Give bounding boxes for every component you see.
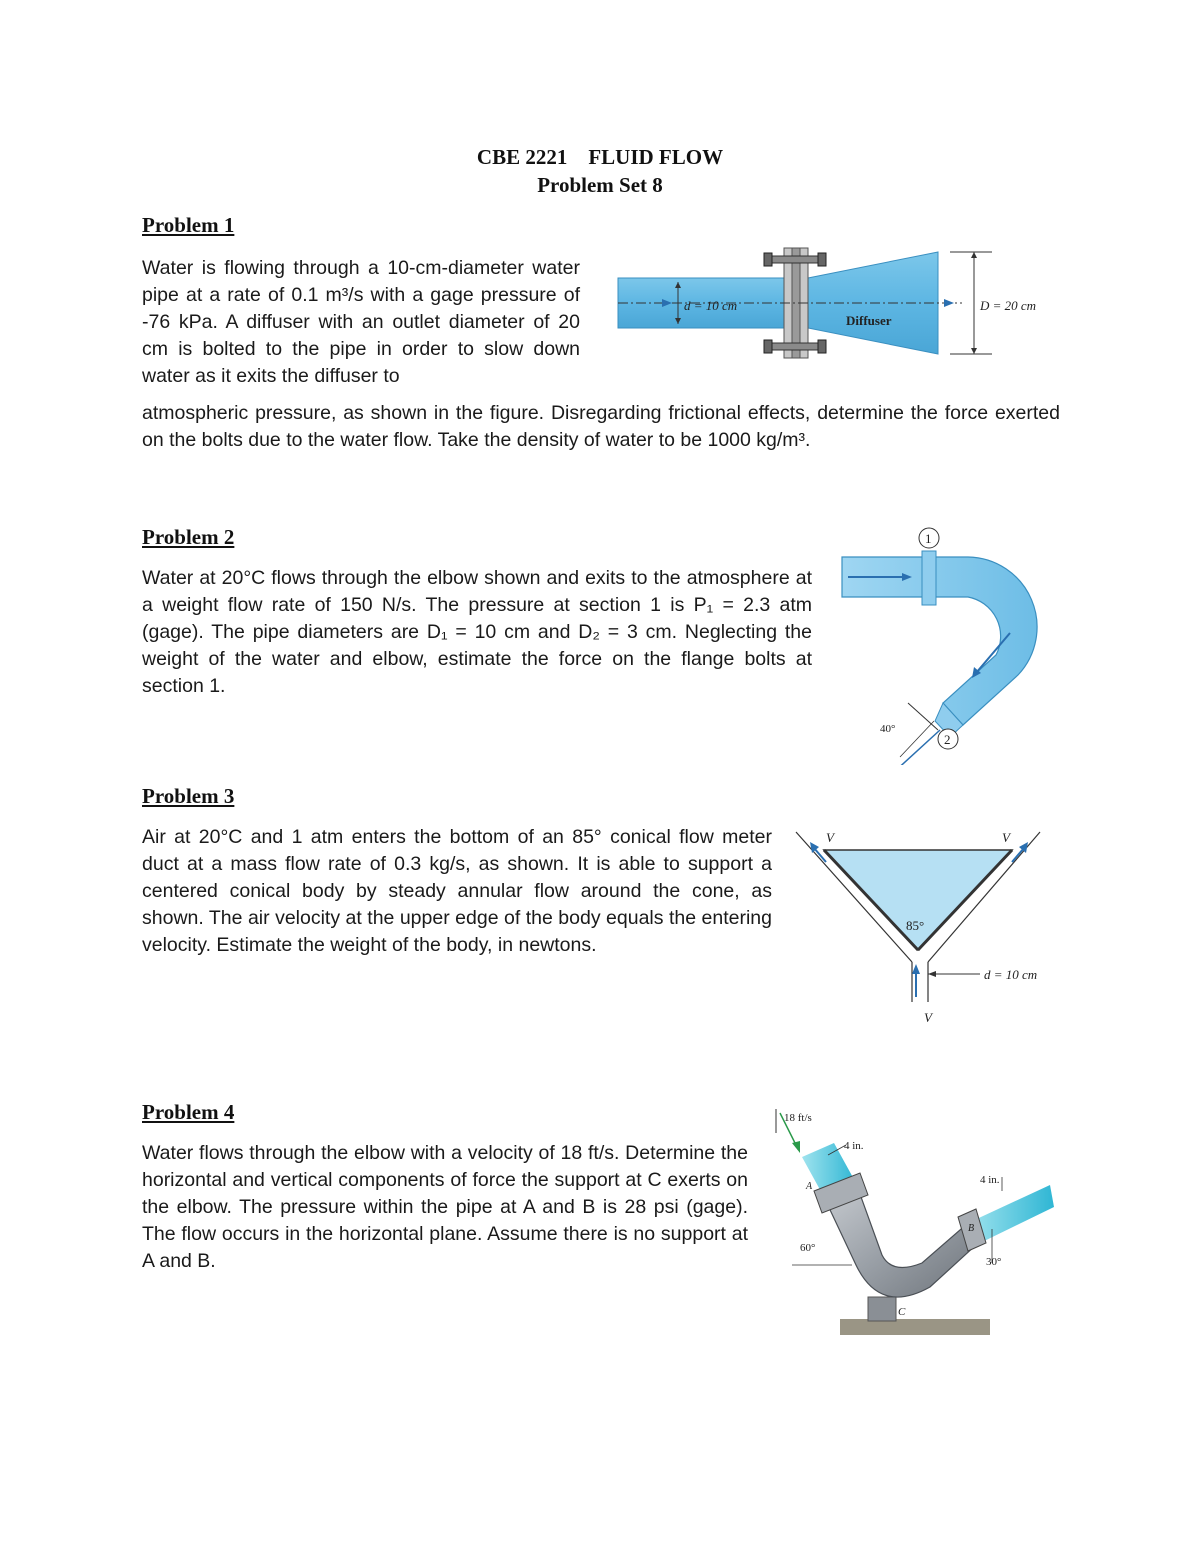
velocity-bottom-label: V <box>924 1010 932 1025</box>
problem-4-heading: Problem 4 <box>142 1100 235 1124</box>
velocity-left-label: V <box>826 830 834 845</box>
angle-40-label: 40° <box>880 723 896 735</box>
cone-angle-label: 85° <box>906 918 925 933</box>
problem-2-heading: Problem 2 <box>142 525 235 549</box>
angle-30-label: 30° <box>986 1256 1002 1268</box>
bolt-bottom <box>770 343 820 350</box>
conical-body <box>824 850 1012 950</box>
problem-4-text: Water flows through the elbow with a velocity of 18 ft/s. Determine the horizontal and vertical components of force the support at C exerts on the elbow. The pressure within the pipe at A and B is 28 psi (gage). The flow occurs in the horizontal plane. Assume there is no support at A and B. <box>142 1142 748 1272</box>
problem-1-text-top: Water is flowing through a 10-cm-diameter water pipe at a rate of 0.1 m³/s with a gage pressure of -76 kPa. A diffuser with an outlet diameter of 20 cm is bolted to the pipe in order to slow down water as it exits the diffuser to <box>142 257 580 387</box>
problem-3-figure <box>790 822 1055 1032</box>
problem-set-title: Problem Set 8 <box>537 173 663 197</box>
problem-2-text: Water at 20°C flows through the elbow shown and exits to the atmosphere at a weight flow rate of 150 N/s. The pressure at section 1 is P₁ = 2.3 atm (gage). The pipe diameters are D₁ = 10 cm and D₂ = 3 cm. Neglecting the weight of the water and elbow, estimate the force on the flange bolts at section 1. <box>142 567 812 697</box>
velocity-18-label: 18 ft/s <box>784 1112 812 1124</box>
duct-diameter-label: d = 10 cm <box>984 967 1038 982</box>
ground <box>840 1319 990 1335</box>
problem-3-text: Air at 20°C and 1 atm enters the bottom of an 85° conical flow meter duct at a mass flow rate of 0.3 kg/s, as shown. It is able to support a centered conical body by steady annular flow around the cone, as shown. The air velocity at the upper edge of the body equals the entering velocity. Estimate the weight of the body, in newtons. <box>142 826 772 956</box>
problem-1-heading: Problem 1 <box>142 213 235 237</box>
velocity-right-label: V <box>1002 830 1010 845</box>
elbow-pipe <box>842 557 1037 725</box>
bolt-top <box>770 256 820 263</box>
problem-3-heading: Problem 3 <box>142 784 235 808</box>
flange-section-1 <box>922 551 936 605</box>
section-2-label: 2 <box>944 732 951 747</box>
angle-60-label: 60° <box>800 1242 816 1254</box>
problem-4-figure <box>772 1105 1057 1345</box>
course-title: CBE 2221 FLUID FLOW <box>476 145 724 169</box>
problem-1-figure <box>612 238 1062 368</box>
outlet-diameter-label: D = 20 cm <box>980 298 1037 313</box>
point-a-label: A <box>806 1181 813 1192</box>
diffuser-label: Diffuser <box>846 313 892 328</box>
diameter-a-label: 4 in. <box>844 1140 864 1152</box>
point-c-label: C <box>898 1306 906 1318</box>
diameter-b-label: 4 in. <box>980 1174 1000 1186</box>
section-1-label: 1 <box>925 531 932 546</box>
inlet-diameter-label: d = 10 cm <box>684 298 738 313</box>
problem-2-figure <box>838 525 1048 765</box>
problem-1-text-bottom: atmospheric pressure, as shown in the figure. Disregarding frictional effects, determine the force exerted on the bolts due to the water flow. Take the density of water to be 1000 kg/m³. <box>142 402 1060 451</box>
point-b-label: B <box>968 1223 975 1234</box>
